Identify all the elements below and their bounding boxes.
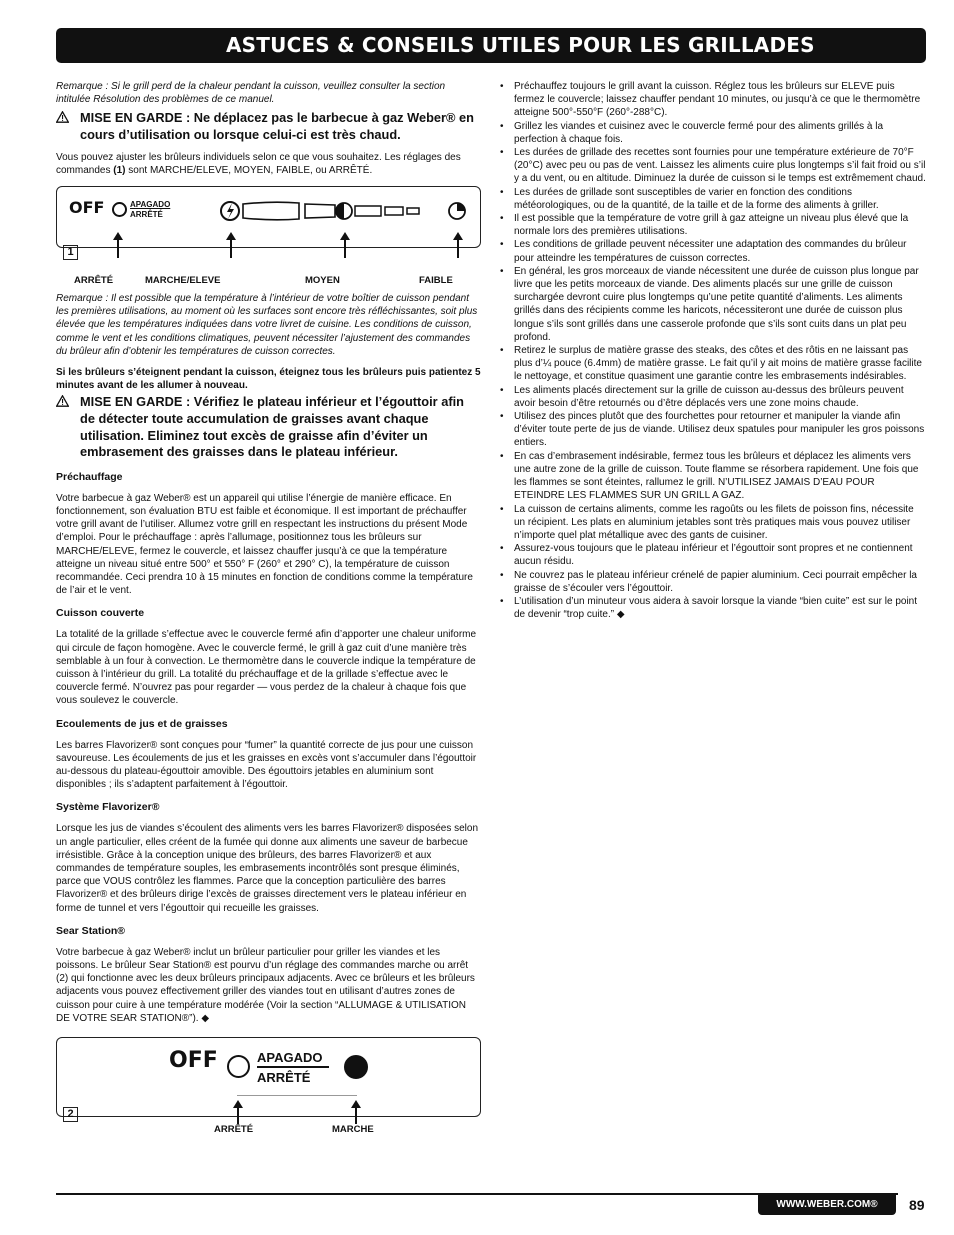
control-knob-figure-2 — [56, 1037, 481, 1121]
text-cuisson-couverte: La totalité de la grillade s’effectue avec le couvercle fermé afin d’apporter une chaleur uniforme qui circule de façon homogène. Avec le couvercle fermé, le grill à gaz cuit d’une manière très semblable à un four à convection. Le thermomètre dans le couvercle indique la température de cuisson à l’intérieur du grill. La totalité du préchauffage et de la grillade s’effectue avec le couvercle fermé. N’ouvrez pas pour regarder — vous perdez de la chaleur à chaque fois que vous soulevez le couvercle. — [56, 629, 477, 707]
heading-flavorizer: Système Flavorizer® — [56, 801, 160, 814]
tip-item: • Les durées de grillade sont susceptibles de varier en fonction des conditions météorologiques, ou de la quantité, de la taille et de la forme des aliments à griller. — [514, 186, 926, 212]
text-prechauffage: Votre barbecue à gaz Weber® est un appareil qui utilise l’énergie de manière efficace. En fonctionnement, son évaluation BTU est faible et économique. Il est important de préchauffer votre grill avant de l’utiliser. Allumez votre grill en respectant les instructions du présent Mode d’emploi. Pour le préchauffage : après l’allumage, positionnez tous les brûleurs sur MARCHE/ELEVE, fermez le couvercle, et laissez chauffer jusqu’à ce que la température atteigne un niveau situé entre 500° et 550° F (260° et 290° C), la température de cuisson recommandée. Ceci prendra 10 à 15 minutes en fonction de conditions comme la température de l’air et le vent. — [56, 492, 473, 597]
off-label-2: OFF — [169, 1048, 218, 1074]
tip-item: • En général, les gros morceaux de viande nécessitent une durée de cuisson plus longue par livre que les petits morceaux de viande. Des aliments placés sur une grille de cuisson surchargée devront cuire plus longtemps qu’une petite quantité d’aliments. Les aliments grillés dans des récipients comme les haricots, nécessiteront une durée de cuisson plus longue s’ils sont grillés dans une casserole profonde que s’ils sont cuits dans un plat peu profond. — [514, 265, 926, 344]
text-ecoulements: Les barres Flavorizer® sont conçues pour “fumer” la quantité correcte de jus pour une cuisson savoureuse. Les écoulements de jus et les graisses en excès vont s’accumuler dans l’égouttoir au-dessous du plateau-égouttoir amovible. Des égouttoirs jetables en aluminium sont disponibles ; ils s’adaptent parfaitement à l’égouttoir. — [56, 739, 477, 791]
note-burners-out: Si les brûleurs s’éteignent pendant la cuisson, éteignez tous les brûleurs puis patientez 5 minutes avant de les allumer à nouveau. — [56, 367, 481, 392]
figure-number-2: 2 — [63, 1107, 78, 1122]
tips-list — [500, 80, 926, 621]
tip-item: • Grillez les viandes et cuisinez avec le couvercle fermé pour des aliments grillés à la perfection à chaque fois. — [514, 120, 926, 146]
heading-cuisson-couverte: Cuisson couverte — [56, 607, 145, 620]
warning-triangle-icon — [56, 110, 80, 143]
off-circle-icon — [227, 1055, 250, 1078]
tip-item: • L’utilisation d’un minuteur vous aidera à savoir lorsque la viande “bien cuite” est sur le point de devenir “trop cuite.” ◆ — [514, 595, 926, 621]
tip-item: • La cuisson de certains aliments, comme les ragoûts ou les filets de poisson fins, nécessite un récipient. Les plats en aluminium jetables sont très pratiques mais vous pouvez utiliser n’importe quel plat métallique avec des gants de cuisiner. — [514, 503, 926, 543]
tip-item: • Il est possible que la température de votre grill à gaz atteigne un niveau plus élevé que la normale lors des premières utilisations. — [514, 212, 926, 238]
tip-item: • Utilisez des pinces plutôt que des fourchettes pour retourner et manipuler la viande afin d’éviter toute perte de jus de viande. Utilisez deux spatules pour manipuler les gros poissons entiers. — [514, 410, 926, 450]
off-circle-icon — [112, 202, 127, 217]
off-label: OFF — [69, 198, 105, 217]
website-link[interactable]: WWW.WEBER.COM® — [758, 1195, 896, 1215]
page-banner — [56, 28, 926, 63]
apagado-underline — [257, 1066, 329, 1068]
note-heat-loss: Remarque : Si le grill perd de la chaleur pendant la cuisson, veuillez consulter la section intitulée Résolution des problèmes de ce manuel. — [56, 81, 446, 106]
tip-item: • En cas d’embrasement indésirable, fermez tous les brûleurs et déplacez les aliments vers une autre zone de la grille de cuisson. Toute flamme se résorbera rapidement. Une fois que les flammes se sont éteintes, rallumez le grill. N’UTILISEZ JAMAIS D’EAU POUR ETEINDRE LES FLAMMES SUR UN GRILL A GAZ. — [514, 450, 926, 503]
text-flavorizer: Lorsque les jus de viandes s’écoulent des aliments vers les barres Flavorizer® disposées selon un angle particulier, elles créent de la fumée qui donne aux aliments une saveur de barbecue irrésistible. Grâce à la conception unique des brûleurs, des barres Flavorizer® et aux commandes de température souples, les embrasements incontrôlés sont presque éliminés, parce que VOUS contrôlez les flammes. Parce que la conception particulière des barres Flavorizer® et des brûleurs dirige l’excès de graisses directement vers le plateau inférieur en forme de tunnel et vers l’égouttoir qui recueille les graisses. — [56, 823, 479, 914]
right-column — [500, 80, 926, 621]
text-sear-station: Votre barbecue à gaz Weber® inclut un brûleur particulier pour griller les viandes et les poissons. Le brûleur Sear Station® est pourvu d’un réglage des commandes marche ou arrêt (2) qui fonctionne avec les deux brûleurs principaux adjacents. Avec ce brûleurs et les brûleurs adjacents vous pouvez effectivement griller des viandes tout en utilisant d’autres zones de cuisson pour cuire à une température modérée (Voir la section “ALLUMAGE & UTILISATION DE VOTRE SEAR STATION®”). ◆ — [56, 946, 475, 1024]
intro-text-b: sont MARCHE/ELEVE, MOYEN, FAIBLE, ou ARRÊTÉ. — [125, 164, 373, 176]
tip-item: • Ne couvrez pas le plateau inférieur crénelé de papier aluminium. Ceci pourrait empêcher la graisse de s’écouler vers l’égouttoir. — [514, 569, 926, 595]
figure2-labels — [56, 1117, 482, 1136]
apagado-label: APAGADO — [130, 200, 171, 209]
page-title: ASTUCES & CONSEILS UTILES POUR LES GRILLADES — [226, 33, 815, 57]
tip-item: • Assurez-vous toujours que le plateau inférieur et l’égouttoir sont propres et ne contiennent aucun résidu. — [514, 542, 926, 568]
figure1-labels — [56, 248, 482, 286]
heading-ecoulements: Ecoulements de jus et de graisses — [56, 717, 228, 730]
label-marche: MARCHE — [332, 1124, 374, 1136]
tip-item: • Les aliments placés directement sur la grille de cuisson au-dessus des brûleurs peuvent avoir besoin d’être retournés ou d’être déplacés vers une zone moins chaude. — [514, 384, 926, 410]
label-marche-eleve: MARCHE/ELEVE — [145, 275, 221, 286]
label-faible: FAIBLE — [419, 275, 453, 286]
tip-item: • Les conditions de grillade peuvent nécessiter une adaptation des commandes du brûleur pour atteindre les températures de cuisson correctes. — [514, 238, 926, 264]
label-moyen: MOYEN — [305, 275, 340, 286]
tip-item: • Retirez le surplus de matière grasse des steaks, des côtes et des rôtis en ne laissant pas plus d’¼ pouce (6.4mm) de matière grasse. Le fait qu’il y ait moins de matière grasse facilite le nettoyage, et constitue quasiment une garantie contre les embrasements indésirables. — [514, 344, 926, 384]
apagado-label-2: APAGADO — [257, 1050, 323, 1066]
tip-item: • Préchauffez toujours le grill avant la cuisson. Réglez tous les brûleurs sur ELEVE puis fermez le couvercle; laissez chauffer pendant 10 minutes, ou jusqu’à ce que le thermomètre atteigne 500°-550°F (260°-288°C). — [514, 80, 926, 120]
intro-ref: (1) — [113, 164, 126, 176]
label-arrete: ARRÊTÉ — [74, 275, 114, 286]
warning-triangle-icon — [56, 394, 80, 460]
arrete-label: ARRÊTÉ — [130, 210, 163, 219]
warning-grease-text: MISE EN GARDE : Vérifiez le plateau inférieur et l’égouttoir afin de détecter toute accumulation de graisses avant chaque utilisation. Eliminez tout excès de graisse afin d’éviter un embrasement des graisses dans le plateau inférieur. — [80, 394, 464, 460]
intro-text-a: Vous pouvez ajuster les brûleurs individuels selon ce que vous souhaitez. Les réglages des commandes — [56, 151, 461, 176]
figure-number-1: 1 — [63, 245, 78, 260]
arrete-label-2: ARRÊTÉ — [257, 1070, 311, 1086]
on-circle-icon — [344, 1055, 368, 1079]
heading-prechauffage: Préchauffage — [56, 470, 123, 483]
intro-paragraph — [56, 151, 482, 177]
warning-move — [56, 110, 482, 143]
label-arrete-2: ARRÊTÉ — [214, 1124, 254, 1136]
range-line — [237, 1095, 357, 1096]
note-temperature: Remarque : Il est possible que la température à l’intérieur de votre boîtier de cuisson pendant les premières utilisations, au moment où les surfaces sont encore très réfléchissantes, soit plus élevée que les températures indiquées dans votre livret de cuisine. Les conditions de cuisson, comme le vent et les conditions climatiques, peuvent nécessiter l’ajustement des commandes du brûleur afin d’obtenir les températures de cuisson correctes. — [56, 293, 478, 357]
page-number: 89 — [909, 1197, 925, 1213]
warning-grease — [56, 394, 482, 460]
heading-sear-station: Sear Station® — [56, 924, 126, 937]
warning-move-text: MISE EN GARDE : Ne déplacez pas le barbecue à gaz Weber® en cours d’utilisation ou lorsque celui-ci est très chaud. — [80, 110, 474, 142]
flame-scale-icon — [217, 199, 467, 223]
control-knob-figure-1 — [56, 186, 481, 258]
left-column — [56, 80, 482, 1136]
tip-item: • Les durées de grillade des recettes sont fournies pour une température extérieure de 70°F (20°C) avec peu ou pas de vent. Laissez les aliments cuire plus longtemps s’il fait froid ou s’il y a du vent, ou en altitude. Diminuez la durée de cuisson si le temps est extrêmement chaud. — [514, 146, 926, 186]
